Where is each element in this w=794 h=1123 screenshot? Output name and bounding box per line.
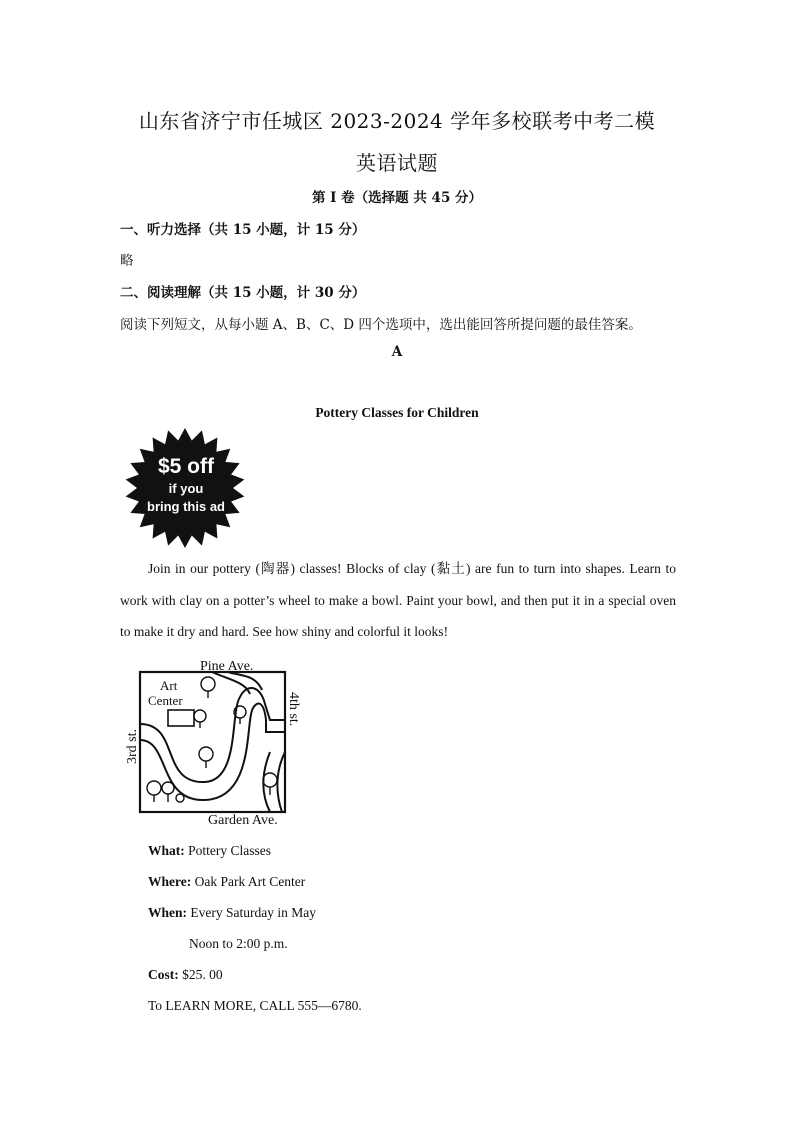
part1-note: 略 bbox=[120, 253, 134, 269]
when-row bbox=[148, 905, 316, 921]
part1-heading: 一、听力选择（共 15 小题，计 15 分） bbox=[120, 222, 366, 238]
passage-paragraph-text: Join in our pottery (陶器) classes! Blocks of clay (黏土) are fun to turn into shapes. Learn to work with clay on a potter’s wheel to make a bowl. Paint your bowl, and then put it in a special oven to make it dry and hard. See how shiny and colorful it looks! bbox=[120, 561, 676, 639]
location-map bbox=[120, 652, 320, 832]
road-edge-f bbox=[277, 752, 285, 812]
badge-line1: $5 off bbox=[157, 455, 215, 478]
when-time: Noon to 2:00 p.m. bbox=[189, 936, 288, 951]
road-edge-e bbox=[263, 752, 270, 812]
map-center-label: Center bbox=[148, 693, 183, 708]
section-part-label: 第 I 卷（选择题 共 45 分） bbox=[311, 190, 483, 206]
when-label: When: bbox=[148, 905, 188, 920]
when-value: Every Saturday in May bbox=[190, 905, 316, 920]
map-label-right: 4th st. bbox=[286, 692, 301, 727]
where-row bbox=[148, 874, 305, 890]
where-label: Where: bbox=[148, 874, 192, 889]
what-value: Pottery Classes bbox=[188, 843, 271, 858]
cost-label: Cost: bbox=[148, 967, 179, 982]
what-label: What: bbox=[148, 843, 185, 858]
passage-paragraph bbox=[120, 553, 676, 648]
badge-line2: if you bbox=[168, 481, 204, 496]
discount-badge bbox=[120, 428, 250, 550]
passage-label: A bbox=[391, 344, 403, 360]
where-value: Oak Park Art Center bbox=[194, 874, 306, 889]
passage-title: Pottery Classes for Children bbox=[315, 405, 479, 420]
map-label-top: Pine Ave. bbox=[200, 659, 254, 674]
starburst-icon bbox=[120, 428, 250, 550]
contact-line: To LEARN MORE, CALL 555—6780. bbox=[148, 998, 362, 1013]
what-row bbox=[148, 843, 271, 859]
badge-line3: bring this ad bbox=[147, 499, 225, 514]
map-art-label: Art bbox=[160, 678, 178, 693]
map-label-bottom: Garden Ave. bbox=[208, 813, 278, 828]
part2-instruction: 阅读下列短文，从每小题 A、B、C、D 四个选项中，选出能回答所提问题的最佳答案。 bbox=[120, 317, 642, 333]
document-subtitle: 英语试题 bbox=[356, 151, 438, 175]
building-icon bbox=[168, 710, 194, 726]
cost-row bbox=[148, 967, 223, 983]
cost-value: $25. 00 bbox=[182, 967, 223, 982]
document-title: 山东省济宁市任城区 2023-2024 学年多校联考中考二模 bbox=[138, 109, 656, 133]
map-drawing bbox=[120, 652, 320, 832]
part2-heading: 二、阅读理解（共 15 小题，计 30 分） bbox=[120, 285, 366, 301]
map-label-left: 3rd st. bbox=[125, 729, 140, 764]
